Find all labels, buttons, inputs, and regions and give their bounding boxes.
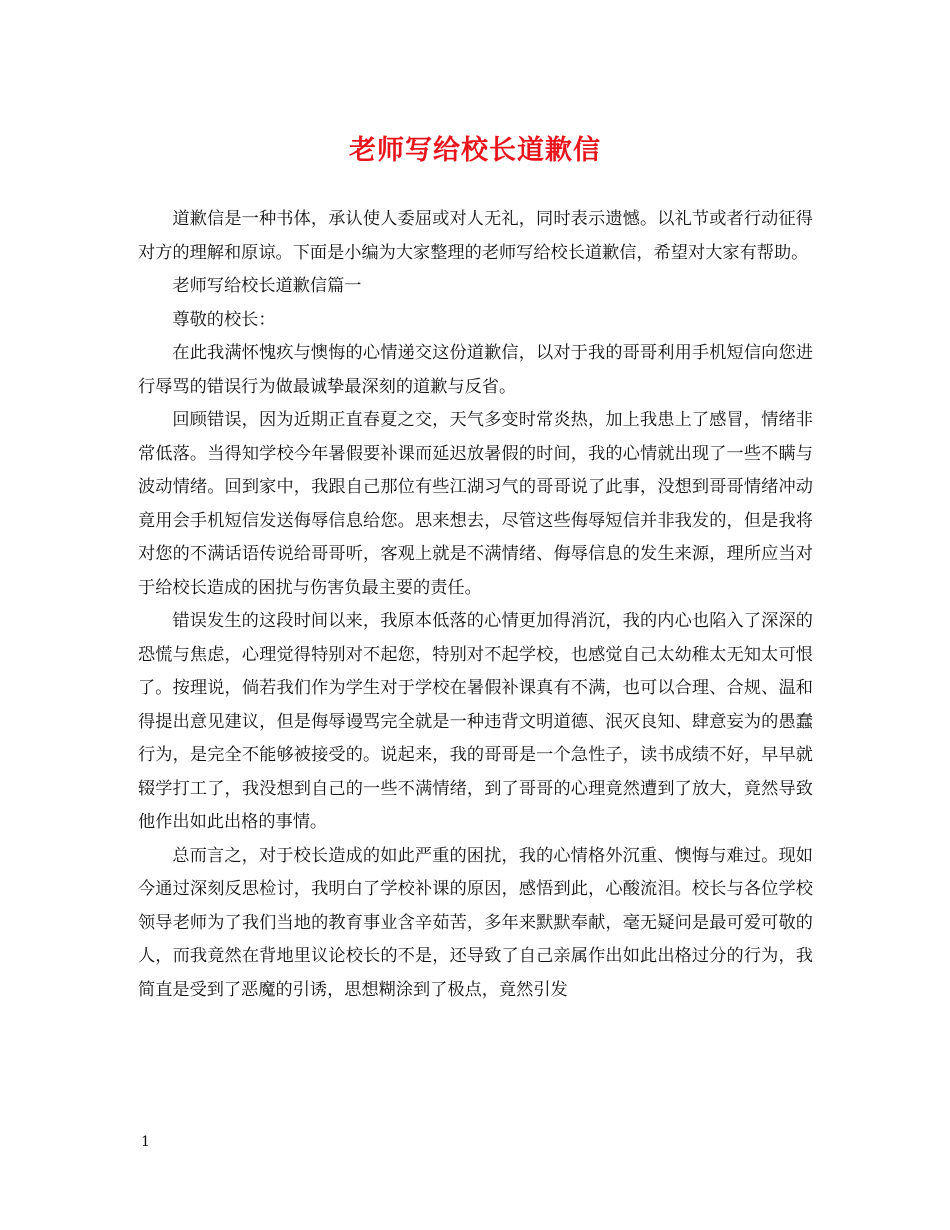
page-number: 1 [141, 1134, 150, 1150]
paragraph-intro: 道歉信是一种书体，承认使人委屈或对人无礼，同时表示遗憾。以礼节或者行动征得对方的理解和原谅。下面是小编为大家整理的老师写给校长道歉信，希望对大家有帮助。 [138, 209, 813, 263]
paragraph-conclusion: 总而言之，对于校长造成的如此严重的困扰，我的心情格外沉重、懊悔与难过。现如今通过深刻反思检讨，我明白了学校补课的原因，感悟到此，心酸流泪。校长与各位学校领导老师为了我们当地的教育事业含辛茹苦，多年来默默奉献，毫无疑问是最可爱可敬的人，而我竟然在背地里议论校长的不是，还导致了自己亲属作出如此出格过分的行为，我简直是受到了恶魔的引诱，思想糊涂到了极点，竟然引发 [138, 845, 813, 1000]
paragraph-reflection: 错误发生的这段时间以来，我原本低落的心情更加得消沉，我的内心也陷入了深深的恐慌与焦虑，心理觉得特别对不起您，特别对不起学校，也感觉自己太幼稚太无知太可恨了。按理说，倘若我们作为学生对于学校在暑假补课真有不满，也可以合理、合规、温和得提出意见建议，但是侮辱谩骂完全就是一种违背文明道德、泯灭良知、肆意妄为的愚蠢行为，是完全不能够被接受的。说起来，我的哥哥是一个急性子，读书成绩不好，早早就辍学打工了，我没想到自己的一些不满情绪，到了哥哥的心理竟然遭到了放大，竟然导致他作出如此出格的事情。 [138, 611, 813, 832]
paragraph-review: 回顾错误，因为近期正直春夏之交，天气多变时常炎热，加上我患上了感冒，情绪非常低落。当得知学校今年暑假要补课而延迟放暑假的时间，我的心情就出现了一些不瞒与波动情绪。回到家中，我跟自己那位有些江湖习气的哥哥说了此事，没想到哥哥情绪冲动竟用会手机短信发送侮辱信息给您。思来想去，尽管这些侮辱短信并非我发的，但是我将对您的不满话语传说给哥哥听，客观上就是不满情绪、侮辱信息的发生来源，理所应当对于给校长造成的困扰与伤害负最主要的责任。 [138, 410, 813, 598]
document-body [138, 203, 813, 1007]
paragraph-salutation: 尊敬的校长： [172, 309, 276, 330]
paragraph-opening: 在此我满怀愧疚与懊悔的心情递交这份道歉信，以对于我的哥哥利用手机短信向您进行辱骂的错误行为做最诚挚最深刻的道歉与反省。 [138, 343, 813, 397]
paragraph-section-heading: 老师写给校长道歉信篇一 [172, 276, 362, 296]
document-title: 老师写给校长道歉信 [349, 135, 601, 166]
